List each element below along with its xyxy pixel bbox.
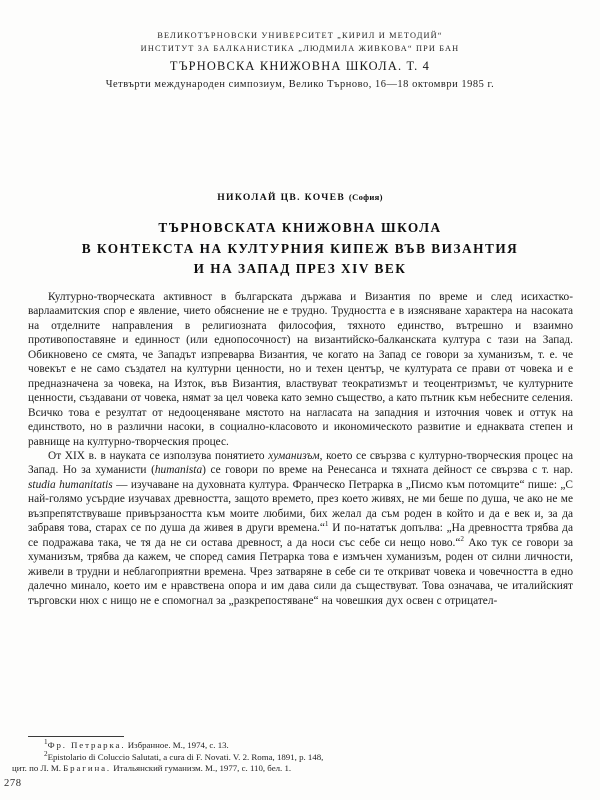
masthead-university: ВЕЛИКОТЪРНОВСКИ УНИВЕРСИТЕТ „КИРИЛ И МЕТОДИЙ“ [157,31,443,40]
body-paragraph-2 [28,449,573,608]
masthead [0,30,600,93]
masthead-symposium-info: Четвърти международен симпозиум, Велико Търново, 16—18 октомври 1985 г. [105,79,495,90]
p2-segment-3: ) се говори по време на Ренесанса и тяхната дейност се свързва с т. нар. [202,464,573,477]
footnote-separator-rule [28,736,124,737]
footnote-ref-2[interactable]: 2 [460,534,464,543]
p2-italic-humanista: humanista [154,464,203,477]
p2-italic-humanizm: хуманизъм [268,449,320,462]
footnote-2-cont-rest: Итальянский гуманизм. М., 1977, с. 110, бел. 1. [111,763,292,774]
footnote-2-marker: 2 [44,749,48,758]
footnote-1-author: Фр. Петрарка. [47,740,126,750]
p2-segment-5: И по-нататък допълва: „На древността трябва да се подражава така, че тя да не си остава древност, а да носи със себе си нещо ново.“ [28,522,573,549]
p2-segment-2: , което се свързва с културно-творческия процес на Запад. Но за хуманисти ( [28,449,573,477]
author-name: НИКОЛАЙ ЦВ. КОЧЕВ [217,192,346,203]
footnote-1-marker: 1 [44,738,48,747]
footnote-2-cont-author: Брагина. [63,763,112,774]
page-number: 278 [4,778,22,789]
p2-italic-studia-humanitatis: studia humanitatis [28,478,113,491]
footnote-ref-1[interactable]: 1 [324,520,329,529]
footnote-block [12,738,576,775]
article-author [0,192,600,203]
footnote-1 [28,740,576,752]
footnote-1-rest: Избранное. М., 1974, с. 13. [125,740,229,750]
article-title-line-1: ТЪРНОВСКАТА КНИЖОВНА ШКОЛА [158,220,442,235]
footnote-2-continuation [12,763,576,775]
p2-segment-6: Ако тук се говори за хуманизъм, трябва да кажем, че според самия Петрарка това е измъчен хуманизъм, роден от силни личности, живели в трудни и неблагоприятни времена. Чрез затваряне в себе си те откриват човека и човечността в едно далечно минало, което им е нравствена опора и им дава сили да съществуват. Това означава, че италийският търговски нюх с нищо не е спомогнал за „разкрепостяване“ на човешкия дух освен с отрицател- [28,536,573,607]
masthead-series-title: ТЪРНОВСКА КНИЖОВНА ШКОЛА. Т. 4 [169,59,431,73]
p2-segment-4: — изучаване на духовната култура. Франческо Петрарка в „Писмо към потомците“ пише: „С най-голямо усърдие изучавах древността, защото времето, през което живях, не ми беше по душа, че ако не ме възпрепятствуваше привързаността към моите любими, бих желал да съм роден в който и да е век и, за да забравя това, старах се по душа да живея в други времена.“ [28,478,574,535]
p2-segment-1: От XIX в. в науката се използува понятието [48,449,269,462]
article-title [0,218,600,280]
article-title-line-3: И НА ЗАПАД ПРЕЗ XIV ВЕК [193,261,407,276]
article-body [28,290,573,608]
article-title-line-2: В КОНТЕКСТА НА КУЛТУРНИЯ КИПЕЖ ВЪВ ВИЗАНТИЯ [81,240,519,256]
author-city: (София) [348,192,383,202]
masthead-institute: ИНСТИТУТ ЗА БАЛКАНИСТИКА „ЛЮДМИЛА ЖИВКОВА“ ПРИ БАН [140,43,460,53]
footnote-2 [28,749,576,764]
body-paragraph-1: Културно-творческата активност в българската държава и Византия по време и след исихастко-варлаамитския спор е явление, чието обяснение не е трудно. Трудността е в изясняване характера на насоката на отделните направления в религиозната философия, тяхното единство, вътрешно и взаимно противопоставяне и единност (или еднопосочност) на византийско-балканската култура с тази на Запад. Обикновено се смята, че Западът изпреварва Византия, че когато на Запад се говори за хуманизъм, т. е. че човекът е не само създател на културни ценности, но и техен център, че културата се прави от човека и е предназначена за човека, на Изток, във Византия, властвуват теократизмът и теоцентризмът, че културните ценности, създавани от човека, нямат за цел човека като земно същество, а като пътник към небесните селения. Всичко това е резултат от недооценяване мястото на нагласата на западния и източния човек и оттук на единството, но в различни насоки, в социално-класовото и икономическото развитие и еднаквата степен и равнище на културно-творческия процес. [28,291,573,448]
footnote-2-cont-pre: цит. по Л. М. [12,763,64,774]
footnote-2-text: Epistolario di Coluccio Salutati, a cura di F. Novati. V. 2. Roma, 1891, p. 148, [47,751,324,762]
